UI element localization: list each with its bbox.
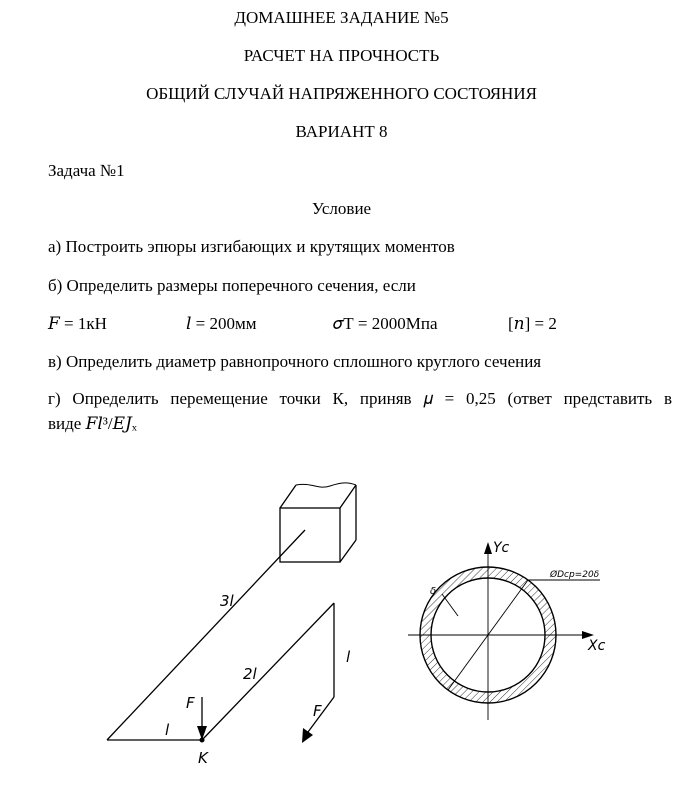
arrowhead-F-end <box>302 728 313 743</box>
header-line-3: ОБЩИЙ СЛУЧАЙ НАПРЯЖЕННОГО СОСТОЯНИЯ <box>146 84 537 103</box>
thickness-label: δ <box>430 586 437 597</box>
label-F-bottom: F <box>313 702 322 720</box>
header-line-4: ВАРИАНТ 8 <box>295 122 388 141</box>
label-3l: 3l <box>220 592 234 610</box>
condition-heading: Условие <box>311 199 372 218</box>
fixed-support <box>280 483 356 562</box>
label-2l: 2l <box>243 665 257 683</box>
param-l: 𝑙 = 200мм <box>186 314 257 333</box>
label-K: K <box>198 749 208 767</box>
header-line-2: РАСЧЕТ НА ПРОЧНОСТЬ <box>243 46 440 65</box>
item-c: в) Определить диаметр равнопрочного сплошного круглого сечения <box>48 352 542 371</box>
point-K <box>200 738 205 743</box>
header-line-1: ДОМАШНЕЕ ЗАДАНИЕ №5 <box>234 8 449 27</box>
item-d-line-1: г) Определить перемещение точки К, приняв 𝜇 = 0,25 (ответ представить в <box>48 389 672 408</box>
item-d-line-2: виде 𝐹𝑙³/𝐸𝐽ₓ <box>48 414 137 433</box>
task-title: Задача №1 <box>48 161 125 180</box>
item-a: а) Построить эпюры изгибающих и крутящих моментов <box>48 237 455 256</box>
param-sigma: 𝜎Т = 2000Мпа <box>333 314 438 333</box>
param-n: [𝑛] = 2 <box>508 314 557 333</box>
member-3l <box>107 530 305 740</box>
label-F-top: F <box>186 694 195 712</box>
cross-section-figure <box>400 530 683 740</box>
frame-figure <box>0 460 400 803</box>
item-b: б) Определить размеры поперечного сечения, если <box>48 276 416 295</box>
axis-x-label: Xc <box>588 638 606 654</box>
param-F: 𝐹 = 1кН <box>48 314 107 333</box>
diameter-label: ØDср=20δ <box>550 570 600 580</box>
label-l-horizontal: l <box>165 721 170 739</box>
label-l-vertical: l <box>346 648 351 666</box>
y-axis-arrow <box>484 542 492 554</box>
axis-y-label: Yc <box>493 540 510 556</box>
